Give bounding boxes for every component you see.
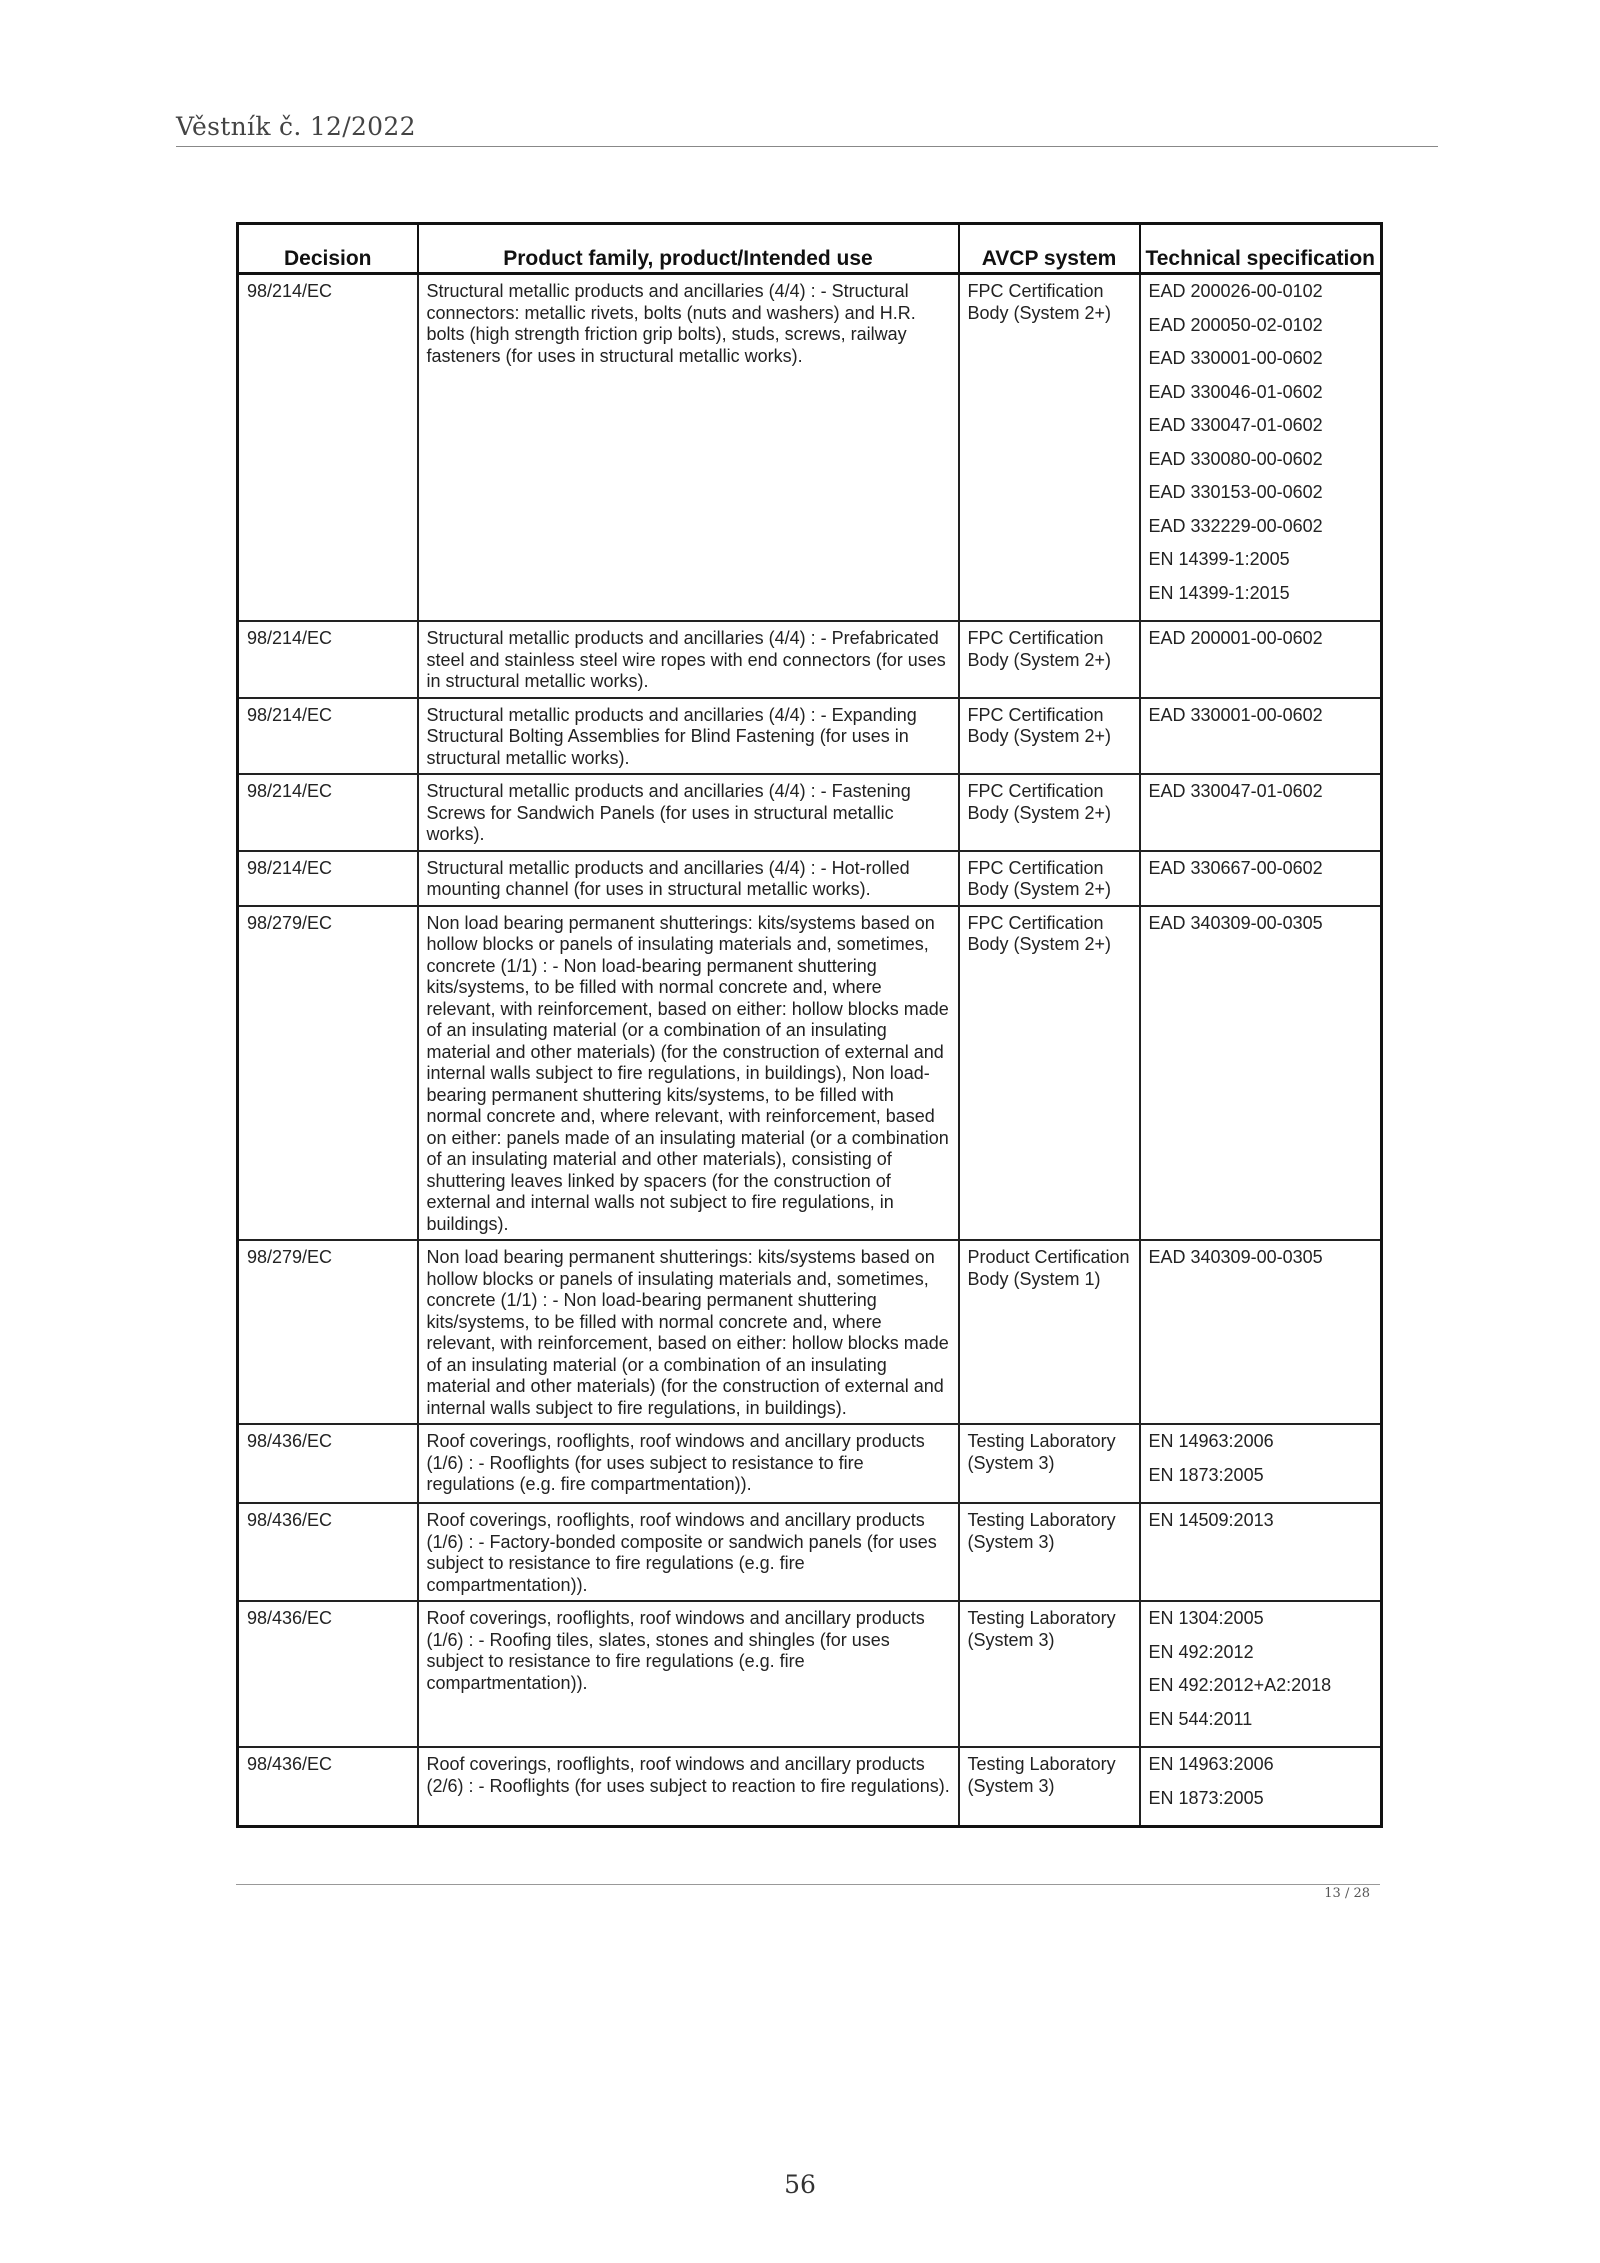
decision-cell: 98/214/EC	[238, 851, 418, 906]
table-row	[238, 1747, 1382, 1827]
avcp-cell: FPC Certification Body (System 2+)	[959, 621, 1140, 698]
avcp-cell: FPC Certification Body (System 2+)	[959, 774, 1140, 851]
avcp-cell: FPC Certification Body (System 2+)	[959, 274, 1140, 622]
table-row	[238, 851, 1382, 906]
decision-cell: 98/279/EC	[238, 1240, 418, 1424]
spec-item: EN 14963:2006	[1148, 1754, 1274, 1774]
decision-cell: 98/279/EC	[238, 906, 418, 1241]
spec-item: EN 544:2011	[1148, 1708, 1253, 1729]
avcp-cell: Product Certification Body (System 1)	[959, 1240, 1140, 1424]
avcp-cell: Testing Laboratory (System 3)	[959, 1601, 1140, 1747]
product-cell: Roof coverings, rooflights, roof windows and ancillary products (1/6) : - Roofing tiles, slates, stones and shingles (for uses subject to resistance to fire regulations (e.g. fire compartmentation)).	[418, 1601, 959, 1747]
spec-item: EAD 330080-00-0602	[1148, 448, 1323, 469]
technical-spec-cell	[1140, 774, 1382, 851]
decision-cell: 98/214/EC	[238, 274, 418, 622]
footer-divider	[236, 1884, 1380, 1885]
decision-cell: 98/436/EC	[238, 1503, 418, 1601]
spec-item: EAD 200001-00-0602	[1148, 628, 1323, 648]
table-row	[238, 698, 1382, 775]
bulletin-title: Věstník č. 12/2022	[176, 112, 416, 141]
product-cell: Non load bearing permanent shutterings: kits/systems based on hollow blocks or panels of insulating materials and, sometimes, concrete (1/1) : - Non load-bearing permanent shuttering kits/systems, to be filled with normal concrete and, where relevant, with reinforcement, based on either: hollow blocks made of an insulating material (or a combination of an insulating material and other materials) (for the construction of external and internal walls subject to fire regulations, in buildings), Non load-bearing permanent shuttering kits/systems, to be filled with normal concrete and, where relevant, with reinforcement, based on either: panels made of an insulating material (or a combination of an insulating material and other materials), consisting of shuttering leaves linked by spacers (for the construction of external and internal walls not subject to fire regulations, in buildings).	[418, 906, 959, 1241]
spec-item: EN 1304:2005	[1148, 1608, 1264, 1628]
table-row	[238, 1503, 1382, 1601]
header-divider	[176, 146, 1438, 147]
table-row	[238, 1424, 1382, 1503]
table-row	[238, 906, 1382, 1241]
spec-item: EAD 332229-00-0602	[1148, 515, 1323, 536]
spec-item: EN 14399-1:2015	[1148, 582, 1290, 603]
spec-item: EAD 330153-00-0602	[1148, 482, 1323, 502]
spec-item: EAD 330001-00-0602	[1148, 348, 1323, 368]
avcp-cell: Testing Laboratory (System 3)	[959, 1424, 1140, 1503]
table-row	[238, 1601, 1382, 1747]
spec-item: EN 14509:2013	[1148, 1510, 1274, 1530]
table-header-row	[238, 224, 1382, 274]
table-row	[238, 274, 1382, 622]
spec-item: EAD 330047-01-0602	[1148, 415, 1323, 435]
decision-cell: 98/214/EC	[238, 621, 418, 698]
technical-spec-cell	[1140, 906, 1382, 1241]
technical-spec-cell	[1140, 851, 1382, 906]
decision-cell: 98/214/EC	[238, 698, 418, 775]
spec-item: EAD 330047-01-0602	[1148, 781, 1323, 801]
product-cell: Non load bearing permanent shutterings: kits/systems based on hollow blocks or panels of insulating materials and, sometimes, concrete (1/1) : - Non load-bearing permanent shuttering kits/systems, to be filled with normal concrete and, where relevant, with reinforcement, based on either: hollow blocks made of an insulating material (or a combination of an insulating material and other materials) (for the construction of external and internal walls subject to fire regulations, in buildings).	[418, 1240, 959, 1424]
spec-item: EN 14963:2006	[1148, 1431, 1274, 1451]
product-cell: Structural metallic products and ancillaries (4/4) : - Prefabricated steel and stainless steel wire ropes with end connectors (for uses in structural metallic works).	[418, 621, 959, 698]
technical-spec-cell	[1140, 698, 1382, 775]
spec-item: EAD 200050-02-0102	[1148, 314, 1323, 335]
decision-cell: 98/436/EC	[238, 1747, 418, 1827]
technical-spec-cell	[1140, 621, 1382, 698]
column-header-avcp: AVCP system	[959, 224, 1140, 274]
spec-item: EN 1873:2005	[1148, 1464, 1264, 1485]
table-body	[238, 274, 1382, 1827]
column-header-technical-specification: Technical specification	[1140, 224, 1382, 274]
product-cell: Roof coverings, rooflights, roof windows and ancillary products (1/6) : - Factory-bonded composite or sandwich panels (for uses subject to resistance to fire regulations (e.g. fire compartmentation)).	[418, 1503, 959, 1601]
spec-item: EAD 340309-00-0305	[1148, 912, 1323, 933]
technical-spec-cell	[1140, 1747, 1382, 1827]
product-cell: Structural metallic products and ancillaries (4/4) : - Expanding Structural Bolting Assemblies for Blind Fastening (for uses in structural metallic works).	[418, 698, 959, 775]
spec-item: EN 492:2012	[1148, 1641, 1254, 1662]
spec-item: EAD 330667-00-0602	[1148, 857, 1323, 878]
technical-spec-cell	[1140, 1503, 1382, 1601]
product-cell: Structural metallic products and ancillaries (4/4) : - Structural connectors: metallic rivets, bolts (nuts and washers) and H.R. bolts (high strength friction grip bolts), studs, screws, railway fasteners (for uses in structural metallic works).	[418, 274, 959, 622]
avcp-cell: FPC Certification Body (System 2+)	[959, 851, 1140, 906]
table-row	[238, 1240, 1382, 1424]
spec-item: EAD 330046-01-0602	[1148, 381, 1323, 402]
column-header-decision: Decision	[238, 224, 418, 274]
table-row	[238, 774, 1382, 851]
product-cell: Structural metallic products and ancillaries (4/4) : - Fastening Screws for Sandwich Panels (for uses in structural metallic works).	[418, 774, 959, 851]
technical-spec-cell	[1140, 274, 1382, 622]
page-counter: 13 / 28	[1324, 1886, 1370, 1901]
avcp-cell: FPC Certification Body (System 2+)	[959, 906, 1140, 1241]
decision-cell: 98/436/EC	[238, 1424, 418, 1503]
decision-cell: 98/214/EC	[238, 774, 418, 851]
spec-item: EAD 330001-00-0602	[1148, 704, 1323, 725]
page-number: 56	[784, 2170, 816, 2199]
table-row	[238, 621, 1382, 698]
column-header-product: Product family, product/Intended use	[418, 224, 959, 274]
spec-item: EAD 200026-00-0102	[1148, 281, 1323, 301]
product-cell: Roof coverings, rooflights, roof windows and ancillary products (1/6) : - Rooflights (for uses subject to resistance to fire regulations (e.g. fire compartmentation)).	[418, 1424, 959, 1503]
decision-cell: 98/436/EC	[238, 1601, 418, 1747]
product-cell: Structural metallic products and ancillaries (4/4) : - Hot-rolled mounting channel (for uses in structural metallic works).	[418, 851, 959, 906]
technical-spec-cell	[1140, 1601, 1382, 1747]
spec-item: EN 1873:2005	[1148, 1787, 1264, 1808]
avcp-cell: Testing Laboratory (System 3)	[959, 1747, 1140, 1827]
specification-table	[236, 222, 1383, 1828]
product-cell: Roof coverings, rooflights, roof windows and ancillary products (2/6) : - Rooflights (for uses subject to reaction to fire regulations).	[418, 1747, 959, 1827]
technical-spec-cell	[1140, 1240, 1382, 1424]
technical-spec-cell	[1140, 1424, 1382, 1503]
spec-item: EN 14399-1:2005	[1148, 549, 1290, 569]
spec-item: EN 492:2012+A2:2018	[1148, 1675, 1332, 1695]
avcp-cell: FPC Certification Body (System 2+)	[959, 698, 1140, 775]
spec-item: EAD 340309-00-0305	[1148, 1247, 1323, 1267]
avcp-cell: Testing Laboratory (System 3)	[959, 1503, 1140, 1601]
